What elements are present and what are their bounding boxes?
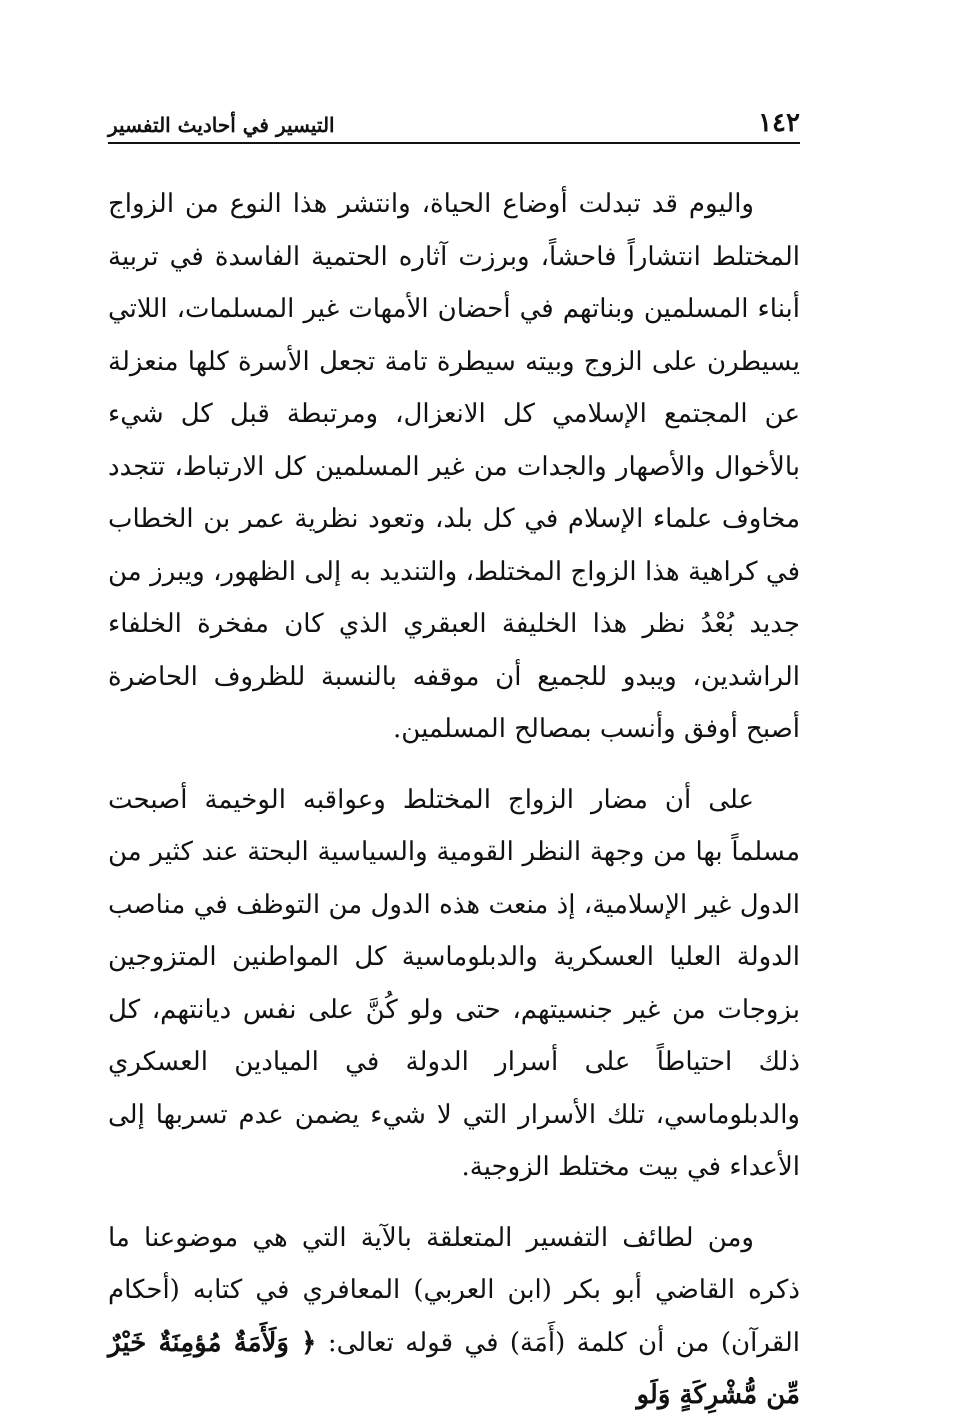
page-number: ١٤٢ [758,108,800,138]
paragraph-mixed-marriage-today: واليوم قد تبدلت أوضاع الحياة، وانتشر هذا النوع من الزواج المختلط انتشاراً فاحشاً، وبرزت آثاره الحتمية الفاسدة في تربية أبناء المسلمين وبناتهم في أحضان الأمهات غير المسلمات، اللاتي يسيطرن على الزوج وبيته سيطرة تامة تجعل الأسرة كلها منعزلة عن المجتمع الإسلامي كل الانعزال، ومرتبطة قبل كل شيء بالأخوال والأصهار والجدات من غير المسلمين كل الارتباط، تتجدد مخاوف علماء الإسلام في كل بلد، وتعود نظرية عمر بن الخطاب في كراهية هذا الزواج المختلط، والتنديد به إلى الظهور، ويبرز من جديد بُعْدُ نظر هذا الخليفة العبقري الذي كان مفخرة الخلفاء الراشدين، ويبدو للجميع أن موقفه بالنسبة للظروف الحاضرة أصبح أوفق وأنسب بمصالح المسلمين. [108,189,800,744]
body-text [108,178,800,1422]
running-title: التيسير في أحاديث التفسير [108,113,335,137]
paragraph-state-restrictions: على أن مضار الزواج المختلط وعواقبه الوخيمة أصبحت مسلماً بها من وجهة النظر القومية والسياسية البحتة عند كثير من الدول غير الإسلامية، إذ منعت هذه الدول من التوظف في مناصب الدولة العليا العسكرية والدبلوماسية كل المواطنين المتزوجين بزوجات من غير جنسيتهم، حتى ولو كُنَّ على نفس ديانتهم، كل ذلك احتياطاً على أسرار الدولة في الميادين العسكري والدبلوماسي، تلك الأسرار التي لا شيء يضمن عدم تسربها إلى الأعداء في بيت مختلط الزوجية. [108,784,800,1182]
paragraph-tafsir-text: ومن لطائف التفسير المتعلقة بالآية التي هي موضوعنا ما ذكره القاضي أبو بكر (ابن العربي) المعافري في كتابه (أحكام القرآن) من أن كلمة (أَمَة) في قوله تعالى: [108,1222,800,1358]
quran-verse: ﴿ وَلَأَمَةٌ مُؤمِنَةٌ خَيْرٌ مِّن مُّشْرِكَةٍ وَلَو [108,1327,800,1410]
paragraph-tafsir-notes [108,1212,800,1422]
page-header [108,106,800,144]
